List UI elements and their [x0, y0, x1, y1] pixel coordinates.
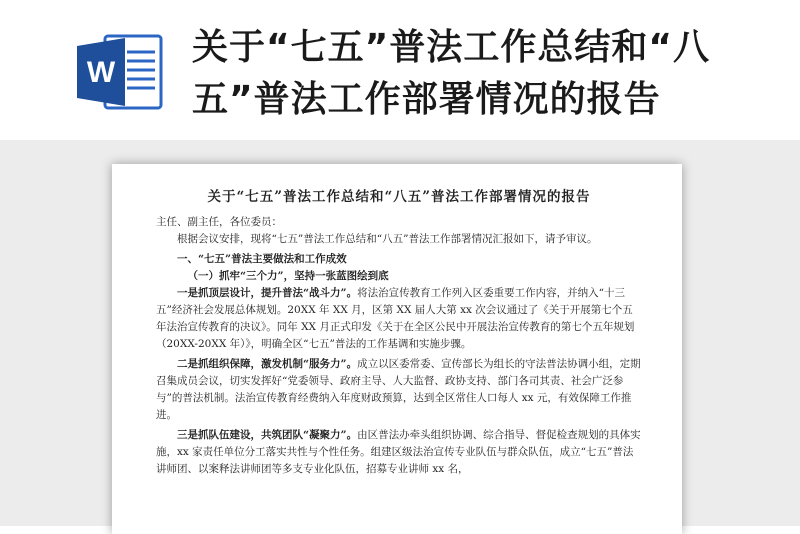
- document-page: [112, 164, 682, 534]
- word-letter: W: [86, 56, 116, 89]
- paragraph-2-lead: 二是抓组织保障，激发机制“服务力”。: [177, 358, 358, 370]
- banner-title: 关于“七五”普法工作总结和“八五”普法工作部署情况的报告: [192, 27, 710, 120]
- document-title: 关于“七五”普法工作总结和“八五”普法工作部署情况的报告: [207, 189, 591, 205]
- salutation: 主任、副主任，各位委员：: [156, 216, 282, 228]
- document-body: [156, 182, 642, 478]
- paragraph-1: [156, 285, 642, 353]
- paragraph-3-body: 由区普法办牵头组织协调、综合指导、督促检查规划的具体实施，xx 家责任单位分工落实共性与个性任务。组建区级法治宣传专业队伍与群众队伍，成立“七五”普法讲师团、以案释法讲师团等多支专业化队伍，招募专业讲师 xx 名，: [156, 429, 641, 475]
- paragraph-3-lead: 三是抓队伍建设，共筑团队“凝聚力”。: [177, 429, 358, 441]
- paragraph-2-body: 成立以区委常委、宣传部长为组长的守法普法协调小组，定期召集成员会议，切实发挥好“党委领导、政府主导、人大监督、政协支持、部门各司其责、社会广泛参与”的普法机制。法治宣传教育经费纳入年度财政预算，达到全区常住人口每人 xx 元，有效保障工作推进。: [156, 358, 641, 421]
- subsection-heading: （一）抓牢“三个力”，坚持一张蓝图绘到底: [187, 270, 389, 282]
- word-document-icon: [75, 32, 165, 112]
- paragraph-2: [156, 356, 642, 424]
- paragraph-1-body: 将法治宣传教育工作列入区委重要工作内容，并纳入“十三五”经济社会发展总体规划。20XX 年 XX 月，区第 XX 届人大第 xx 次会议通过了《关于开展第七个五年法治宣传教育的决议》。同年 XX 月正式印发《关于在全区公民中开展法治宣传教育的第七个五年规划（20XX-20XX 年）》，明确全区“七五”普法的工作基调和实施步骤。: [156, 287, 635, 350]
- paragraph-3: [156, 427, 642, 478]
- section-heading: 一、“七五”普法主要做法和工作成效: [177, 253, 347, 265]
- intro-paragraph: 根据会议安排，现将“七五”普法工作总结和“八五”普法工作部署情况汇报如下，请予审议。: [177, 233, 598, 245]
- banner: [0, 0, 800, 140]
- paragraph-1-lead: 一是抓顶层设计，提升普法“战斗力”。: [177, 287, 358, 299]
